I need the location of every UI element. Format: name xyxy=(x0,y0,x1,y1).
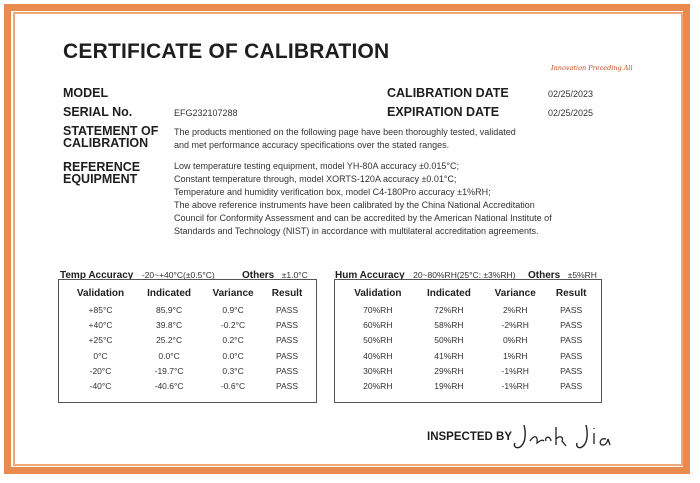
hum-variance-cell: 0%RH xyxy=(502,335,528,346)
hum-variance-cell: 2%RH xyxy=(502,304,528,315)
hum-result-cell: PASS xyxy=(560,304,583,315)
temp-result-cell: PASS xyxy=(275,319,299,330)
hum-validation-cell: 30%RH xyxy=(363,365,393,376)
hum-result-cell: PASS xyxy=(560,365,583,376)
reference-line: Temperature and humidity verification box, model C4-180Pro accuracy ±1%RH; xyxy=(174,187,491,197)
model-label: MODEL xyxy=(63,86,109,100)
inspected-by-label: INSPECTED BY xyxy=(427,431,512,443)
temp-validation-cell: 0°C xyxy=(93,350,108,361)
hum-indicated-cell: 58%RH xyxy=(434,319,464,330)
hum-col-indicated: Indicated xyxy=(426,287,471,299)
hum-result-cell: PASS xyxy=(560,350,583,361)
table-row xyxy=(341,302,595,317)
temp-col-result: Result xyxy=(271,287,303,299)
statement-label: STATEMENT OF CALIBRATION xyxy=(63,124,159,150)
temp-variance-cell: -0.2°C xyxy=(220,319,246,330)
table-row xyxy=(65,333,310,348)
expiration-date-value: 02/25/2025 xyxy=(548,108,594,118)
hum-others-value: ±5%RH xyxy=(567,270,597,280)
temp-result-cell: PASS xyxy=(275,304,299,315)
temp-variance-cell: -0.6°C xyxy=(220,381,246,392)
inspector-signature xyxy=(510,419,630,455)
temp-validation-cell: +25°C xyxy=(88,335,113,346)
temp-variance-cell: 0.2°C xyxy=(222,335,244,346)
table-row xyxy=(65,317,310,332)
temp-result-cell: PASS xyxy=(275,365,299,376)
temp-variance-cell: 0.9°C xyxy=(222,304,244,315)
hum-col-result: Result xyxy=(555,287,587,299)
hum-variance-cell: -2%RH xyxy=(501,319,529,330)
hum-indicated-cell: 19%RH xyxy=(434,381,464,392)
table-row xyxy=(65,363,310,378)
reference-line: Low temperature testing equipment, model YH-80A accuracy ±0.015°C; xyxy=(174,161,460,171)
temp-indicated-cell: 39.8°C xyxy=(156,319,183,330)
temp-accuracy-heading: Temp Accuracy xyxy=(60,270,134,281)
temp-validation-cell: +85°C xyxy=(88,304,113,315)
temp-indicated-cell: 85.9°C xyxy=(156,304,183,315)
hum-table-header-row xyxy=(341,284,595,302)
temp-result-cell: PASS xyxy=(275,335,299,346)
table-row xyxy=(341,333,595,348)
table-row xyxy=(65,378,310,393)
company-tagline: Innovation Preceding All xyxy=(551,64,633,72)
temp-indicated-cell: 25.2°C xyxy=(156,335,183,346)
temp-result-cell: PASS xyxy=(275,350,299,361)
hum-variance-cell: 1%RH xyxy=(502,350,528,361)
temp-col-variance: Variance xyxy=(212,287,254,299)
hum-col-validation: Validation xyxy=(354,287,402,299)
hum-indicated-cell: 29%RH xyxy=(434,365,464,376)
temp-variance-cell: 0.3°C xyxy=(222,365,244,376)
table-row xyxy=(65,348,310,363)
calibration-date-label: CALIBRATION DATE xyxy=(387,86,509,100)
expiration-date-label: EXPIRATION DATE xyxy=(387,105,500,119)
hum-accuracy-heading: Hum Accuracy xyxy=(335,270,405,281)
temp-table xyxy=(65,284,310,394)
hum-variance-cell: -1%RH xyxy=(501,381,529,392)
reference-text xyxy=(174,160,614,238)
temp-validation-cell: +40°C xyxy=(88,319,113,330)
temp-result-cell: PASS xyxy=(275,381,299,392)
hum-indicated-cell: 41%RH xyxy=(434,350,464,361)
temp-accuracy-range: -20~+40°C(±0.5°C) xyxy=(141,270,215,280)
temp-indicated-cell: 0.0°C xyxy=(158,350,180,361)
hum-result-cell: PASS xyxy=(560,381,583,392)
reference-line: The above reference instruments have been calibrated by the China National Accreditation xyxy=(174,200,535,210)
temp-indicated-cell: -19.7°C xyxy=(154,365,184,376)
table-row xyxy=(341,363,595,378)
hum-indicated-cell: 50%RH xyxy=(434,335,464,346)
reference-line: Constant temperature through, model XORTS-120A accuracy ±0.01°C; xyxy=(174,174,457,184)
hum-validation-cell: 40%RH xyxy=(363,350,393,361)
hum-col-variance: Variance xyxy=(494,287,536,299)
certificate-title: CERTIFICATE OF CALIBRATION xyxy=(63,40,390,63)
serial-label: SERIAL No. xyxy=(63,105,133,119)
hum-indicated-cell: 72%RH xyxy=(434,304,464,315)
temp-col-indicated: Indicated xyxy=(147,287,192,299)
reference-line: Standards and Technology (NIST) in accordance with multilateral accreditation agreements. xyxy=(174,226,539,236)
temp-validation-cell: -20°C xyxy=(89,365,112,376)
statement-text: The products mentioned on the following page have been thoroughly tested, validated and met performance accuracy specifications over the stated ranges. xyxy=(174,127,516,150)
hum-variance-cell: -1%RH xyxy=(501,365,529,376)
hum-result-cell: PASS xyxy=(560,335,583,346)
hum-result-cell: PASS xyxy=(560,319,583,330)
reference-line: Council for Conformity Assessment and can be accredited by the American National Institute of xyxy=(174,213,552,223)
table-row xyxy=(341,378,595,393)
hum-validation-cell: 20%RH xyxy=(363,381,393,392)
table-row xyxy=(341,348,595,363)
hum-others-label: Others xyxy=(528,270,561,281)
temp-table-box xyxy=(58,279,317,403)
hum-validation-cell: 60%RH xyxy=(363,319,393,330)
temp-others-value: ±1.0°C xyxy=(281,270,308,280)
temp-variance-cell: 0.0°C xyxy=(222,350,244,361)
table-row xyxy=(65,302,310,317)
serial-value: EFG232107288 xyxy=(174,108,238,118)
hum-accuracy-range: 20~80%RH(25°C: ±3%RH) xyxy=(413,270,516,280)
calibration-date-value: 02/25/2023 xyxy=(548,89,594,99)
hum-validation-cell: 50%RH xyxy=(363,335,393,346)
temp-table-header-row xyxy=(65,284,310,302)
hum-table xyxy=(341,284,595,394)
table-row xyxy=(341,317,595,332)
temp-indicated-cell: -40.6°C xyxy=(154,381,184,392)
hum-validation-cell: 70%RH xyxy=(363,304,393,315)
temp-col-validation: Validation xyxy=(76,287,125,299)
temp-validation-cell: -40°C xyxy=(89,381,112,392)
hum-table-box xyxy=(334,279,602,403)
reference-label: REFERENCE EQUIPMENT xyxy=(63,160,141,186)
temp-others-label: Others xyxy=(242,270,275,281)
